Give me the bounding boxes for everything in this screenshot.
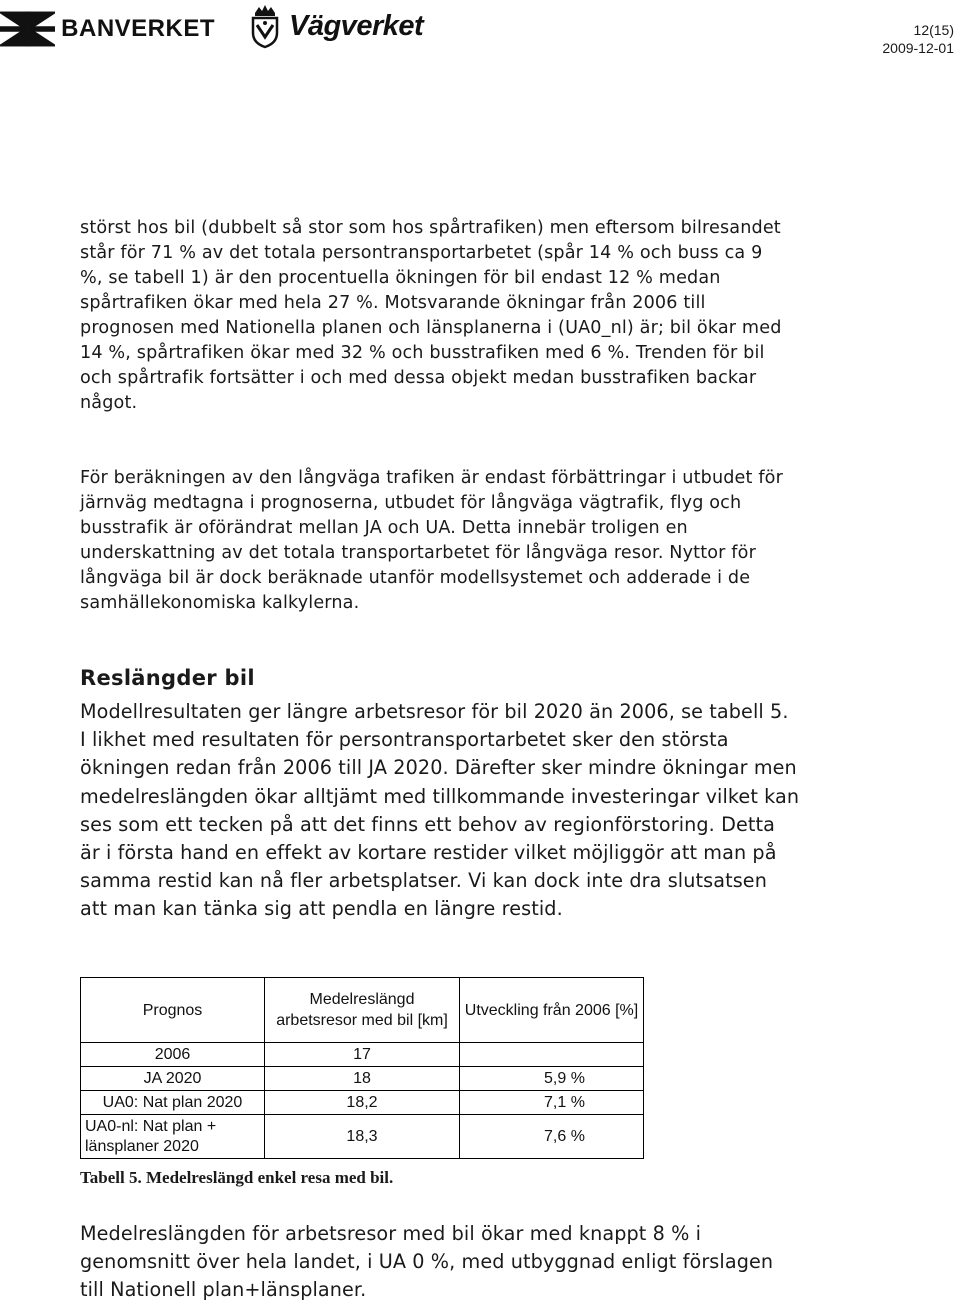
page-number: 12(15) <box>913 22 954 38</box>
column-header-prognos: Prognos <box>81 978 265 1043</box>
table-caption: Tabell 5. Medelreslängd enkel resa med bil. <box>80 1168 394 1187</box>
vagverket-crest-icon <box>245 3 285 49</box>
vagverket-wordmark: Vägverket <box>289 9 424 42</box>
banverket-emblem-icon <box>0 10 55 48</box>
table-row <box>81 1091 644 1115</box>
row-length: 17 <box>265 1043 460 1067</box>
row-length: 18,3 <box>265 1115 460 1159</box>
paragraph-traffic-growth: störst hos bil (dubbelt så stor som hos spårtrafiken) men eftersom bilresandet står för 71 % av det totala persontransportarbetet (spår 14 % och buss ca 9 %, se tabell 1) är den procentuella ökningen för bil endast 12 % medan spårtrafiken ökar med hela 27 %. Motsvarande ökningar från 2006 till prognosen med Nationella planen och länsplanerna i (UA0_nl) är; bil ökar med 14 %, spårtrafiken ökar med 32 % och busstrafiken med 6 %. Trenden för bil och spårtrafik fortsätter i och med dessa objekt medan busstrafiken backar något. <box>80 218 782 413</box>
row-change: 7,6 % <box>460 1115 644 1159</box>
table-row <box>81 1115 644 1159</box>
column-header-length: Medelreslängd arbetsresor med bil [km] <box>265 978 460 1043</box>
table-header-row <box>81 978 644 1043</box>
row-length: 18,2 <box>265 1091 460 1115</box>
travel-length-table <box>80 977 644 1159</box>
paragraph-long-distance: För beräkningen av den långväga trafiken är endast förbättringar i utbudet för järnväg medtagna i prognoserna, utbudet för långväga vägtrafik, flyg och busstrafik är oförändrat mellan JA och UA. Detta innebär troligen en underskattning av det totala transportarbetet för långväga resor. Nyttor för långväga bil är dock beräknade utanför modellsystemet och adderade i de samhällekonomiska kalkylerna. <box>80 468 783 613</box>
row-change: 5,9 % <box>460 1067 644 1091</box>
row-label: UA0-nl: Nat plan + länsplaner 2020 <box>81 1115 265 1159</box>
row-change: 7,1 % <box>460 1091 644 1115</box>
row-label: UA0: Nat plan 2020 <box>81 1091 265 1115</box>
banverket-wordmark: BANVERKET <box>61 15 215 42</box>
table-row <box>81 1043 644 1067</box>
section-heading: Reslängder bil <box>80 666 255 690</box>
paragraph-model-results: Modellresultaten ger längre arbetsresor för bil 2020 än 2006, se tabell 5. I likhet med resultaten för persontransportarbetet sker den största ökningen redan från 2006 till JA 2020. Därefter sker mindre ökningar men medelreslängden ökar alltjämt med tillkommande investeringar vilket kan ses som ett tecken på att det finns ett behov av regionförstoring. Detta är i första hand en effekt av kortare restider vilket möjliggör att man på samma restid kan nå fler arbetsplatser. Vi kan dock inte dra slutsatsen att man kan tänka sig att pendla en längre restid. <box>80 700 800 921</box>
table-row <box>81 1067 644 1091</box>
column-header-change: Utveckling från 2006 [%] <box>460 978 644 1043</box>
vagverket-logo <box>245 2 460 50</box>
paragraph-conclusion: Medelreslängden för arbetsresor med bil ökar med knappt 8 % i genomsnitt över hela landet, i UA 0 %, med utbyggnad enligt förslagen till Nationell plan+länsplaner. <box>80 1222 774 1302</box>
document-date: 2009-12-01 <box>882 40 954 56</box>
row-label: JA 2020 <box>81 1067 265 1091</box>
row-label: 2006 <box>81 1043 265 1067</box>
row-length: 18 <box>265 1067 460 1091</box>
banverket-logo <box>0 10 215 48</box>
row-change <box>460 1043 644 1067</box>
